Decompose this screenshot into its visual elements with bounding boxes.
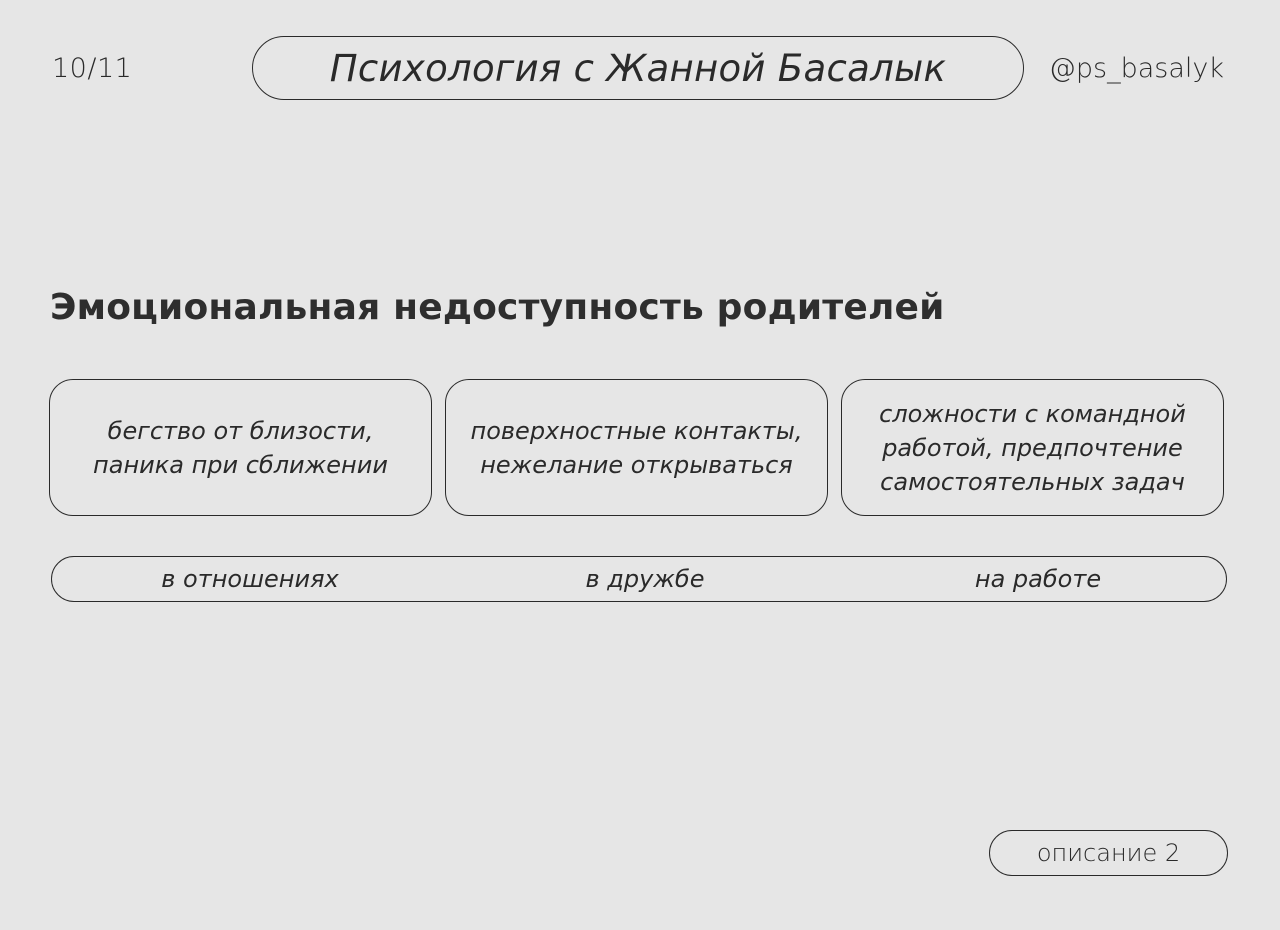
- card-work: сложности с командной работой, предпочтение самостоятельных задач: [841, 379, 1224, 516]
- description-button[interactable]: [989, 830, 1228, 876]
- author-handle[interactable]: @ps_basalyk: [1048, 53, 1224, 84]
- cards-row: [49, 379, 1224, 516]
- description-button-label: описание 2: [1036, 839, 1181, 867]
- label-friendship: в дружбе: [585, 565, 705, 593]
- category-labels-bar: [51, 556, 1227, 602]
- card-relationships: бегство от близости, паника при сближении: [49, 379, 432, 516]
- card-friendship: поверхностные контакты, нежелание открываться: [445, 379, 828, 516]
- slide-title: Психология с Жанной Басалык: [329, 46, 947, 90]
- title-pill: [252, 36, 1024, 100]
- section-heading: Эмоциональная недоступность родителей: [50, 287, 945, 328]
- label-relationships: в отношениях: [161, 565, 339, 593]
- page-number: 10/11: [52, 53, 133, 84]
- label-work: на работе: [974, 565, 1102, 593]
